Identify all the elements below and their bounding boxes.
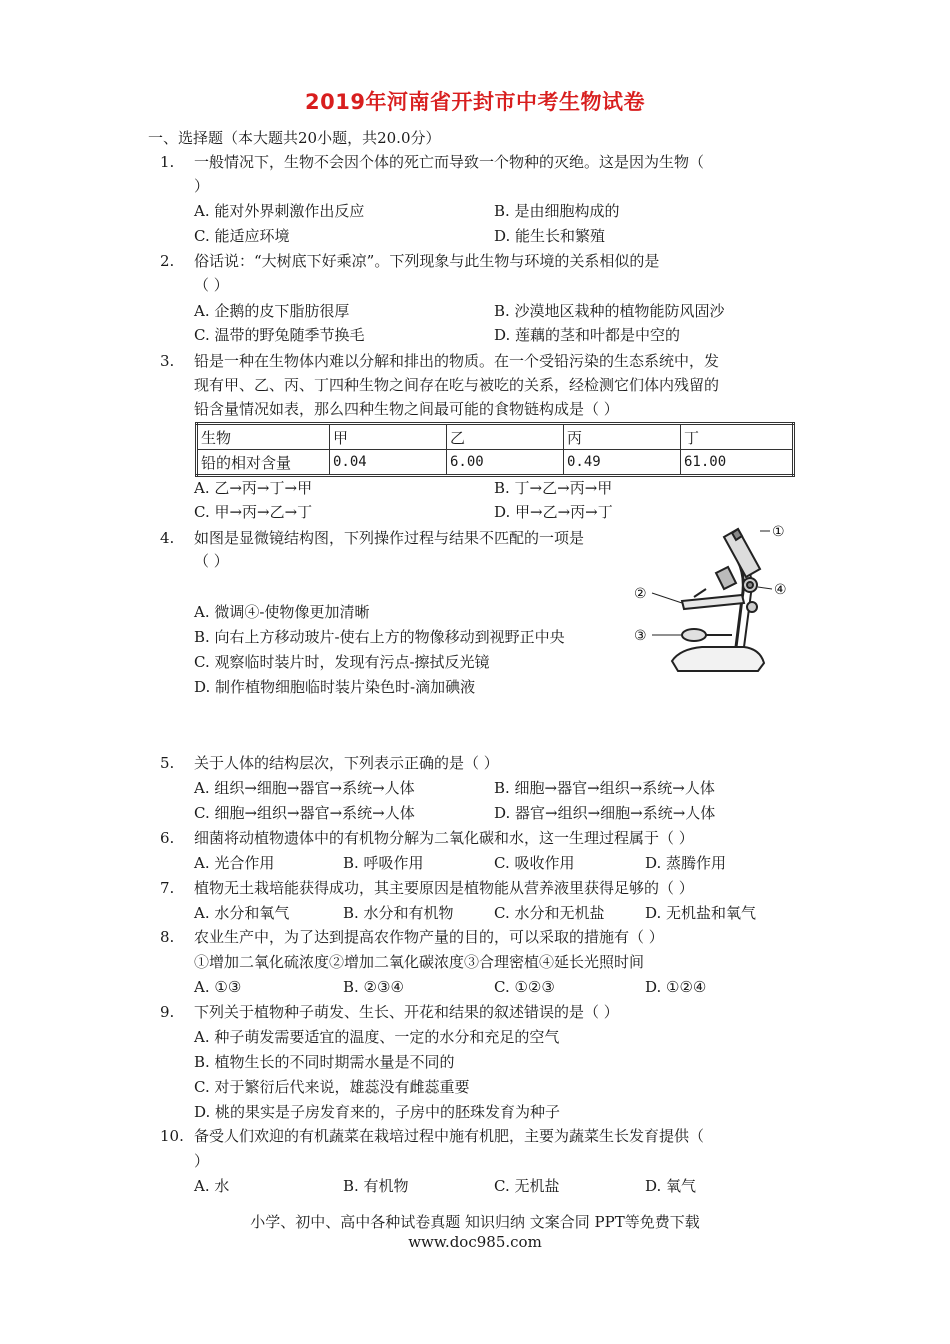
option-d: D. 能生长和繁殖 [494, 227, 606, 245]
question-number: 6. [160, 829, 175, 847]
page-title: 2019年河南省开封市中考生物试卷 [305, 90, 645, 114]
table-header-row [197, 424, 794, 450]
question-number: 10. [160, 1127, 184, 1145]
label-3: ③ [634, 628, 647, 644]
option-d: D. 制作植物细胞临时装片染色时-滴加碘液 [194, 678, 476, 696]
option-d: D. 甲→乙→丙→丁 [494, 503, 613, 521]
question-text: 一般情况下，生物不会因个体的死亡而导致一个物种的灭绝。这是因为生物（ [194, 153, 705, 171]
question-text: ） [194, 1152, 210, 1170]
table-cell: 0.49 [564, 450, 681, 476]
table-cell: 丁 [681, 424, 794, 450]
label-2: ② [634, 586, 647, 602]
question-text: 如图是显微镜结构图，下列操作过程与结果不匹配的一项是 [194, 529, 585, 547]
option-b: B. 水分和有机物 [343, 904, 454, 922]
table-cell: 生物 [197, 424, 330, 450]
question-number: 9. [160, 1003, 175, 1021]
table-cell: 甲 [330, 424, 447, 450]
option-a: A. 能对外界刺激作出反应 [194, 202, 365, 220]
section-heading: 一、选择题（本大题共20小题，共20.0分） [148, 129, 441, 147]
table-cell: 丙 [564, 424, 681, 450]
option-b: B. 有机物 [343, 1177, 409, 1195]
option-b: B. 植物生长的不同时期需水量是不同的 [194, 1053, 455, 1071]
question-text: 植物无土栽培能获得成功，其主要原因是植物能从营养液里获得足够的（ ） [194, 879, 694, 897]
option-c: C. 细胞→组织→器官→系统→人体 [194, 804, 415, 822]
question-text: 农业生产中，为了达到提高农作物产量的目的，可以采取的措施有（ ） [194, 928, 664, 946]
option-b: B. 丁→乙→丙→甲 [494, 479, 613, 497]
question-number: 1. [160, 153, 175, 171]
footer-link[interactable]: www.doc985.com [408, 1233, 542, 1251]
question-text: 备受人们欢迎的有机蔬菜在栽培过程中施有机肥，主要为蔬菜生长发育提供（ [194, 1127, 705, 1145]
question-text: （ ） [194, 276, 229, 294]
table-row [197, 450, 794, 476]
option-a: A. 微调④-使物像更加清晰 [194, 603, 370, 621]
table-cell: 乙 [447, 424, 564, 450]
option-a: A. 光合作用 [194, 854, 275, 872]
question-text: （ ） [194, 552, 229, 570]
option-c: C. 观察临时装片时，发现有污点-擦拭反光镜 [194, 653, 490, 671]
question-text: ） [194, 177, 210, 195]
option-a: A. 组织→细胞→器官→系统→人体 [194, 779, 415, 797]
option-d: D. 桃的果实是子房发育来的，子房中的胚珠发育为种子 [194, 1103, 561, 1121]
option-c: C. 能适应环境 [194, 227, 290, 245]
table-cell: 6.00 [447, 450, 564, 476]
footer-text: 小学、初中、高中各种试卷真题 知识归纳 文案合同 PPT等免费下载 [250, 1213, 700, 1231]
option-c: C. 水分和无机盐 [494, 904, 605, 922]
option-a: A. 水 [194, 1177, 230, 1195]
question-text: 铅是一种在生物体内难以分解和排出的物质。在一个受铅污染的生态系统中，发 [194, 352, 720, 370]
option-c: C. 对于繁衍后代来说，雄蕊没有雌蕊重要 [194, 1078, 470, 1096]
option-a: A. ①③ [194, 978, 242, 996]
table-cell: 铅的相对含量 [197, 450, 330, 476]
option-d: D. 氧气 [645, 1177, 697, 1195]
question-number: 8. [160, 928, 175, 946]
question-text: ①增加二氧化硫浓度②增加二氧化碳浓度③合理密植④延长光照时间 [194, 953, 645, 971]
option-a: A. 企鹅的皮下脂肪很厚 [194, 302, 350, 320]
option-d: D. 蒸腾作用 [645, 854, 727, 872]
question-text: 下列关于植物种子萌发、生长、开花和结果的叙述错误的是（ ） [194, 1003, 619, 1021]
option-d: D. ①②④ [645, 978, 707, 996]
option-b: B. 是由细胞构成的 [494, 202, 620, 220]
option-d: D. 莲藕的茎和叶都是中空的 [494, 326, 681, 344]
label-4: ④ [774, 582, 787, 598]
question-text: 细菌将动植物遗体中的有机物分解为二氧化碳和水，这一生理过程属于（ ） [194, 829, 694, 847]
question-number: 4. [160, 529, 175, 547]
option-a: A. 种子萌发需要适宜的温度、一定的水分和充足的空气 [194, 1028, 560, 1046]
option-c: C. 温带的野兔随季节换毛 [194, 326, 365, 344]
option-c: C. 吸收作用 [494, 854, 575, 872]
option-b: B. 沙漠地区栽种的植物能防风固沙 [494, 302, 725, 320]
lead-content-table [195, 422, 795, 477]
question-number: 2. [160, 252, 175, 270]
label-1: ① [772, 524, 785, 540]
option-c: C. 甲→丙→乙→丁 [194, 503, 313, 521]
table-cell: 0.04 [330, 450, 447, 476]
option-b: B. 细胞→器官→组织→系统→人体 [494, 779, 715, 797]
option-c: C. 无机盐 [494, 1177, 560, 1195]
option-d: D. 无机盐和氧气 [645, 904, 757, 922]
question-text: 现有甲、乙、丙、丁四种生物之间存在吃与被吃的关系，经检测它们体内残留的 [194, 376, 720, 394]
option-d: D. 器官→组织→细胞→系统→人体 [494, 804, 716, 822]
table-cell: 61.00 [681, 450, 794, 476]
option-c: C. ①②③ [494, 978, 555, 996]
question-text: 铅含量情况如表，那么四种生物之间最可能的食物链构成是（ ） [194, 400, 619, 418]
option-a: A. 乙→丙→丁→甲 [194, 479, 313, 497]
question-text: 关于人体的结构层次，下列表示正确的是（ ） [194, 754, 499, 772]
question-number: 5. [160, 754, 175, 772]
question-number: 7. [160, 879, 175, 897]
option-b: B. ②③④ [343, 978, 404, 996]
option-b: B. 向右上方移动玻片-使右上方的物像移动到视野正中央 [194, 628, 565, 646]
option-b: B. 呼吸作用 [343, 854, 424, 872]
question-text: 俗话说：“大树底下好乘凉”。下列现象与此生物与环境的关系相似的是 [194, 252, 660, 270]
question-number: 3. [160, 352, 175, 370]
option-a: A. 水分和氧气 [194, 904, 290, 922]
microscope-diagram [632, 523, 792, 683]
